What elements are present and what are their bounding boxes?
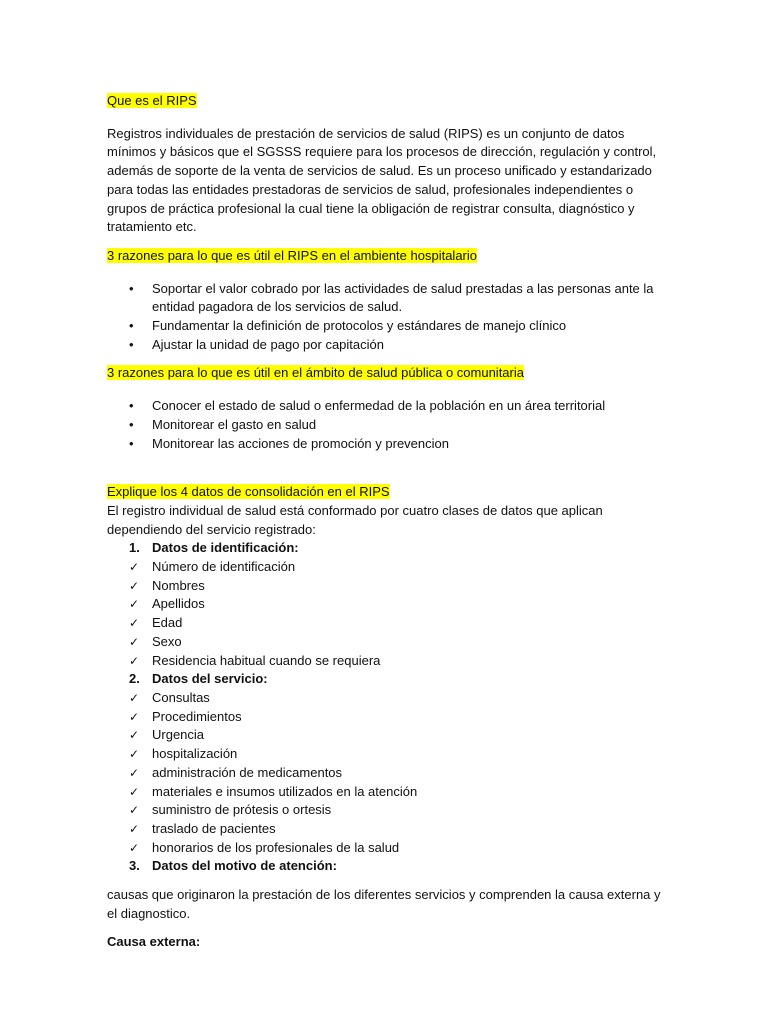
checkmark-icon: ✓: [129, 821, 140, 836]
heading-consolidation-data: [107, 483, 667, 502]
causa-externa-heading: Causa externa:: [107, 934, 201, 950]
checklist-item-text: Apellidos: [152, 596, 205, 612]
checklist-item: [107, 708, 667, 727]
checklist-item: [107, 764, 667, 783]
checkmark-icon: ✓: [129, 747, 140, 762]
list-item-text: Monitorear el gasto en salud: [152, 416, 317, 432]
list-item: [107, 397, 667, 416]
bullet-icon: •: [129, 336, 134, 352]
checkmark-icon: ✓: [129, 616, 140, 631]
checkmark-icon: ✓: [129, 728, 140, 743]
checklist-item-text: Procedimientos: [152, 708, 242, 724]
checkmark-icon: ✓: [129, 709, 140, 724]
heading-que-es-rips: [107, 92, 667, 111]
item-title: Datos del servicio:: [152, 671, 268, 687]
checklist-item: [107, 820, 667, 839]
checklist-item: [107, 726, 667, 745]
checklist-item-text: traslado de pacientes: [152, 820, 276, 836]
heading-hospital-reasons: [107, 247, 667, 266]
checkmark-icon: ✓: [129, 803, 140, 818]
checkmark-icon: ✓: [129, 634, 140, 649]
checklist-item: [107, 614, 667, 633]
list-item-text: Monitorear las acciones de promoción y prevencion: [152, 435, 449, 451]
highlighted-heading-text: Explique los 4 datos de consolidación en el RIPS: [107, 484, 390, 500]
list-item: [107, 416, 667, 435]
numbered-item-service: [107, 670, 667, 689]
checkmark-icon: ✓: [129, 578, 140, 593]
checklist-item-text: administración de medicamentos: [152, 764, 343, 780]
hospital-reasons-list: [107, 280, 667, 355]
identification-checklist: [107, 558, 667, 670]
checklist-item-text: Urgencia: [152, 727, 205, 743]
consolidation-intro: El registro individual de salud está conformado por cuatro clases de datos que aplican dependiendo del servicio registrado:: [107, 502, 603, 537]
checklist-item-text: Sexo: [152, 633, 182, 649]
checklist-item-text: materiales e insumos utilizados en la atención: [152, 783, 418, 799]
document-content: [107, 92, 667, 952]
list-item-text: Ajustar la unidad de pago por capitación: [152, 336, 384, 352]
bullet-icon: •: [129, 435, 134, 451]
list-item-text: Soportar el valor cobrado por las actividades de salud prestadas a las personas ante la entidad pagadora de los servicios de salud.: [152, 280, 654, 315]
checklist-item-text: Nombres: [152, 577, 205, 593]
checklist-item: [107, 577, 667, 596]
checklist-item: [107, 689, 667, 708]
highlighted-heading-text: Que es el RIPS: [107, 93, 197, 108]
checklist-item: [107, 783, 667, 802]
list-item-text: Conocer el estado de salud o enfermedad de la población en un área territorial: [152, 398, 606, 414]
checklist-item: [107, 595, 667, 614]
numbered-item-motivo: [107, 857, 667, 876]
checkmark-icon: ✓: [129, 784, 140, 799]
checklist-item-text: honorarios de los profesionales de la salud: [152, 839, 400, 855]
bullet-icon: •: [129, 318, 134, 334]
checkmark-icon: ✓: [129, 597, 140, 612]
bullet-icon: •: [129, 398, 134, 414]
checklist-item-text: Número de identificación: [152, 559, 296, 575]
checkmark-icon: ✓: [129, 560, 140, 575]
list-item: [107, 336, 667, 355]
checklist-item-text: suministro de prótesis o ortesis: [152, 802, 332, 818]
highlighted-heading-text: 3 razones para lo que es útil el RIPS en el ambiente hospitalario: [107, 247, 477, 263]
checkmark-icon: ✓: [129, 690, 140, 705]
checkmark-icon: ✓: [129, 840, 140, 855]
item-number: 2.: [129, 671, 140, 687]
checklist-item-text: Edad: [152, 615, 183, 631]
public-health-reasons-list: [107, 397, 667, 453]
checklist-item: [107, 745, 667, 764]
heading-public-health-reasons: [107, 364, 667, 383]
checklist-item: [107, 633, 667, 652]
list-item: [107, 435, 667, 454]
checkmark-icon: ✓: [129, 765, 140, 780]
checklist-item-text: Residencia habitual cuando se requiera: [152, 652, 381, 668]
rips-definition-paragraph: Registros individuales de prestación de servicios de salud (RIPS) es un conjunto de datos mínimos y básicos que el SGSSS requiere para los procesos de dirección, regulación y control, además de soporte de la venta de servicios de salud. Es un proceso unificado y estandarizado para todas las entidades prestadoras de servicios de salud, profesionales independientes o grupos de práctica profesional la cual tiene la obligación de registrar consulta, diagnóstico y tratamiento etc.: [107, 125, 657, 235]
highlighted-heading-text: 3 razones para lo que es útil en el ámbito de salud pública o comunitaria: [107, 365, 524, 381]
checklist-item: [107, 652, 667, 671]
checklist-item: [107, 801, 667, 820]
checklist-item-text: Consultas: [152, 689, 210, 705]
checklist-item: [107, 839, 667, 858]
service-checklist: [107, 689, 667, 857]
checklist-item: [107, 558, 667, 577]
bullet-icon: •: [129, 416, 134, 432]
item-number: 1.: [129, 540, 140, 556]
item-title: Datos del motivo de atención:: [152, 858, 337, 874]
checkmark-icon: ✓: [129, 653, 140, 668]
item-title: Datos de identificación:: [152, 540, 299, 556]
bullet-icon: •: [129, 280, 134, 296]
motivo-paragraph: causas que originaron la prestación de los diferentes servicios y comprenden la causa externa y el diagnostico.: [107, 887, 661, 921]
checklist-item-text: hospitalización: [152, 746, 238, 762]
numbered-item-identification: [107, 539, 667, 558]
list-item: [107, 280, 667, 317]
list-item-text: Fundamentar la definición de protocolos y estándares de manejo clínico: [152, 318, 567, 334]
item-number: 3.: [129, 858, 140, 874]
list-item: [107, 317, 667, 336]
